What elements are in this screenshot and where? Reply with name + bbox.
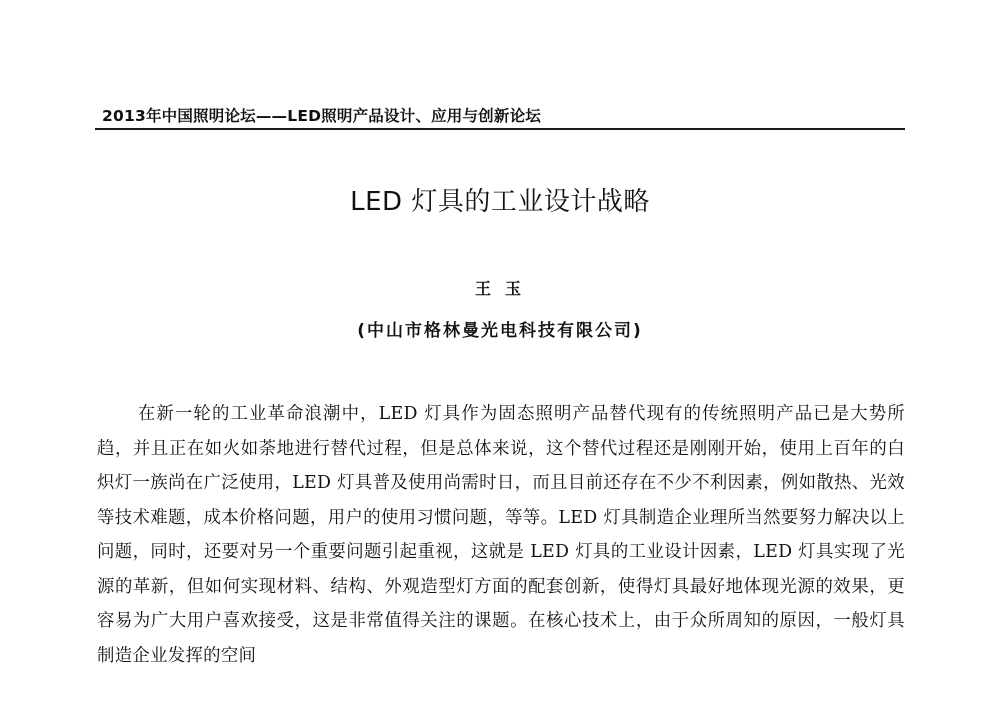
author-name: 王玉 (474, 279, 535, 298)
running-header: 2013年中国照明论坛——LED照明产品设计、应用与创新论坛 (102, 107, 541, 125)
author-affiliation: (中山市格林曼光电科技有限公司) (357, 321, 643, 341)
body-paragraph: 在新一轮的工业革命浪潮中，LED 灯具作为固态照明产品替代现有的传统照明产品已是大势所趋，并且正在如火如荼地进行替代过程，但是总体来说，这个替代过程还是刚刚开始，使用上百年的白炽灯一族尚在广泛使用，LED 灯具普及使用尚需时日，而且目前还存在不少不利因素，例如散热、光效等技术难题，成本价格问题，用户的使用习惯问题，等等。LED 灯具制造企业理所当然要努力解决以上问题，同时，还要对另一个重要问题引起重视，这就是 LED 灯具的工业设计因素，LED 灯具实现了光源的革新，但如何实现材料、结构、外观造型灯方面的配套创新，使得灯具最好地体现光源的效果，更容易为广大用户喜欢接受，这是非常值得关注的课题。在核心技术上，由于众所周知的原因，一般灯具制造企业发挥的空间 (97, 404, 905, 666)
header-rule (95, 128, 905, 130)
article-title: LED 灯具的工业设计战略 (350, 187, 650, 217)
